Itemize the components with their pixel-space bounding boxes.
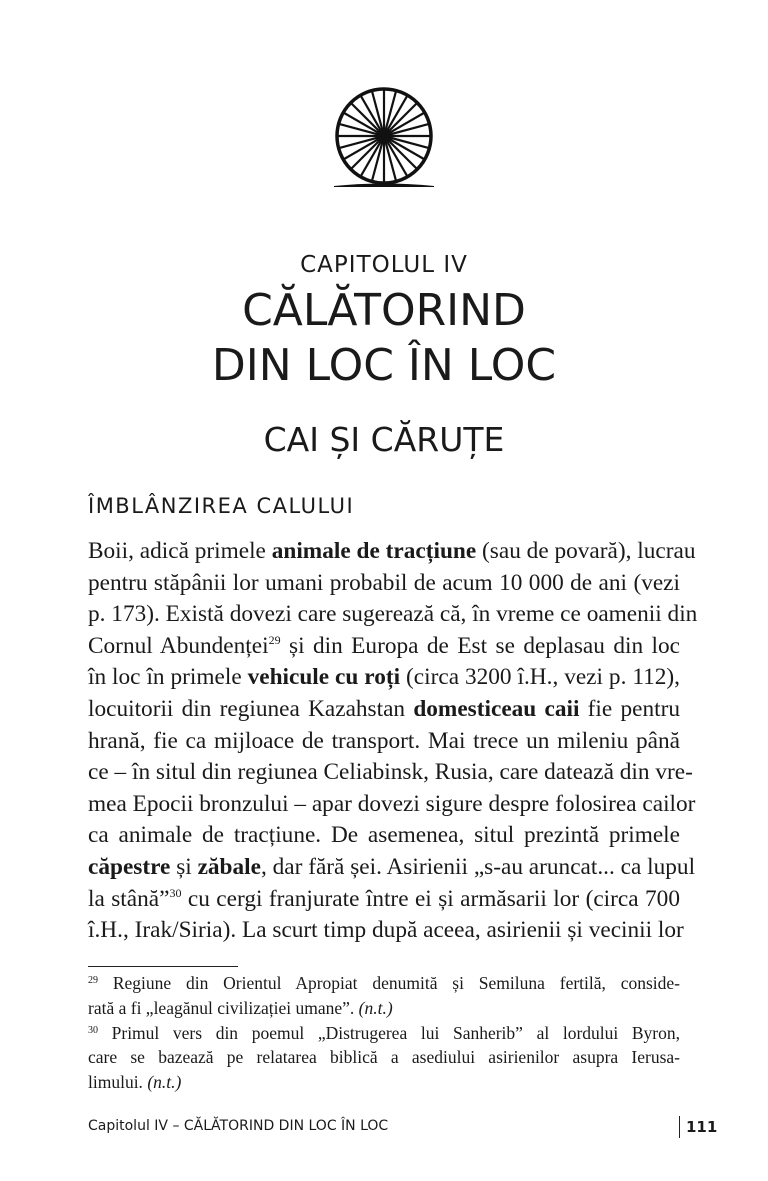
text-run: care se bazează pe relatarea biblică a asediului asirienilor asupra Ierusa- bbox=[88, 1047, 680, 1068]
bold-term: domesticeau caii bbox=[413, 695, 580, 722]
text-run: ce – în situl din regiunea Celiabinsk, Rusia, care datează din vre- bbox=[88, 759, 693, 786]
footnote-line bbox=[88, 1070, 680, 1095]
section-heading: ÎMBLÂNZIREA CALULUI bbox=[88, 494, 355, 518]
text-run: rată a fi „leagănul civilizației umane”. bbox=[88, 997, 359, 1018]
text-run: limului. bbox=[88, 1072, 148, 1093]
text-run: Cornul Abundenței bbox=[88, 632, 269, 659]
footnote-line bbox=[88, 996, 680, 1021]
footnote-line bbox=[88, 1045, 680, 1070]
page-number: 111 bbox=[686, 1118, 718, 1136]
text-run: și bbox=[170, 853, 198, 880]
bold-term: zăbale bbox=[197, 853, 261, 880]
text-line bbox=[88, 757, 693, 789]
footnote-ref: 29 bbox=[268, 632, 281, 647]
bold-term: căpestre bbox=[88, 853, 171, 880]
text-run: î.H., Irak/Siria). La scurt timp după aceea, asirienii și vecinii lor bbox=[88, 917, 684, 944]
text-line bbox=[88, 915, 684, 947]
body-text bbox=[88, 536, 698, 947]
footnote-ref: 30 bbox=[169, 885, 182, 900]
text-run: (n.t.) bbox=[358, 997, 393, 1018]
text-run: (sau de povară), lucrau bbox=[476, 538, 696, 564]
footnote-line bbox=[88, 1021, 680, 1046]
text-run: în loc în primele bbox=[88, 664, 248, 691]
bold-term: vehicule cu roți bbox=[247, 664, 401, 691]
footnote-ref: 29 bbox=[88, 975, 98, 986]
text-run: hrană, fie ca mijloace de transport. Mai trece un mileniu până bbox=[88, 727, 680, 754]
text-run: , dar fără șei. Asirienii „s-au aruncat... ca lupul bbox=[260, 853, 696, 880]
footnote-line bbox=[88, 971, 680, 996]
text-run: mea Epocii bronzului – apar dovezi sigure despre folosirea cailor bbox=[88, 790, 696, 817]
page-number-divider bbox=[679, 1116, 680, 1138]
text-run: p. 173). Există dovezi care sugerează că, în vreme ce oamenii din bbox=[88, 601, 698, 628]
running-footer: Capitolul IV – CĂLĂTORIND DIN LOC ÎN LOC bbox=[88, 1118, 389, 1134]
text-line bbox=[88, 884, 680, 916]
text-run: și din Europa de Est se deplasau din loc bbox=[280, 632, 680, 659]
text-line bbox=[88, 820, 680, 852]
text-line bbox=[88, 726, 680, 758]
text-line bbox=[88, 599, 698, 631]
chapter-title-line1: CĂLĂTORIND bbox=[242, 285, 526, 336]
text-run: cu cergi franjurate între ei și armăsarii lor (circa 700 bbox=[181, 885, 680, 912]
text-line bbox=[88, 694, 680, 726]
chapter-label: CAPITOLUL IV bbox=[300, 252, 468, 278]
text-run: Boii, adică primele bbox=[88, 538, 272, 564]
text-line bbox=[88, 789, 696, 821]
text-line bbox=[88, 568, 680, 600]
text-run: ca animale de tracțiune. De asemenea, situl prezintă primele bbox=[88, 822, 680, 849]
text-line bbox=[88, 852, 696, 884]
text-run: Regiune din Orientul Apropiat denumită și Semiluna fertilă, conside- bbox=[98, 973, 680, 993]
text-run: (circa 3200 î.H., vezi p. 112), bbox=[400, 664, 680, 691]
text-run: la stână” bbox=[88, 885, 170, 912]
subtitle: CAI ȘI CĂRUȚE bbox=[263, 420, 505, 459]
bold-term: animale de tracțiune bbox=[271, 538, 477, 564]
text-line bbox=[88, 631, 680, 663]
chapter-title-line2: DIN LOC ÎN LOC bbox=[211, 340, 557, 391]
text-run: locuitorii din regiunea Kazahstan bbox=[88, 695, 414, 722]
wagon-wheel-icon bbox=[328, 80, 440, 192]
text-run: Primul vers din poemul „Distrugerea lui Sanherib” al lordului Byron, bbox=[98, 1022, 680, 1043]
footnote-ref: 30 bbox=[88, 1024, 98, 1036]
footnote-divider bbox=[88, 966, 238, 967]
text-line bbox=[88, 536, 696, 568]
text-run: pentru stăpânii lor umani probabil de acum 10 000 de ani (vezi bbox=[88, 569, 680, 596]
footnotes bbox=[88, 971, 680, 1095]
text-run: fie pentru bbox=[579, 695, 680, 722]
text-line bbox=[88, 662, 680, 694]
text-run: (n.t.) bbox=[147, 1072, 182, 1093]
